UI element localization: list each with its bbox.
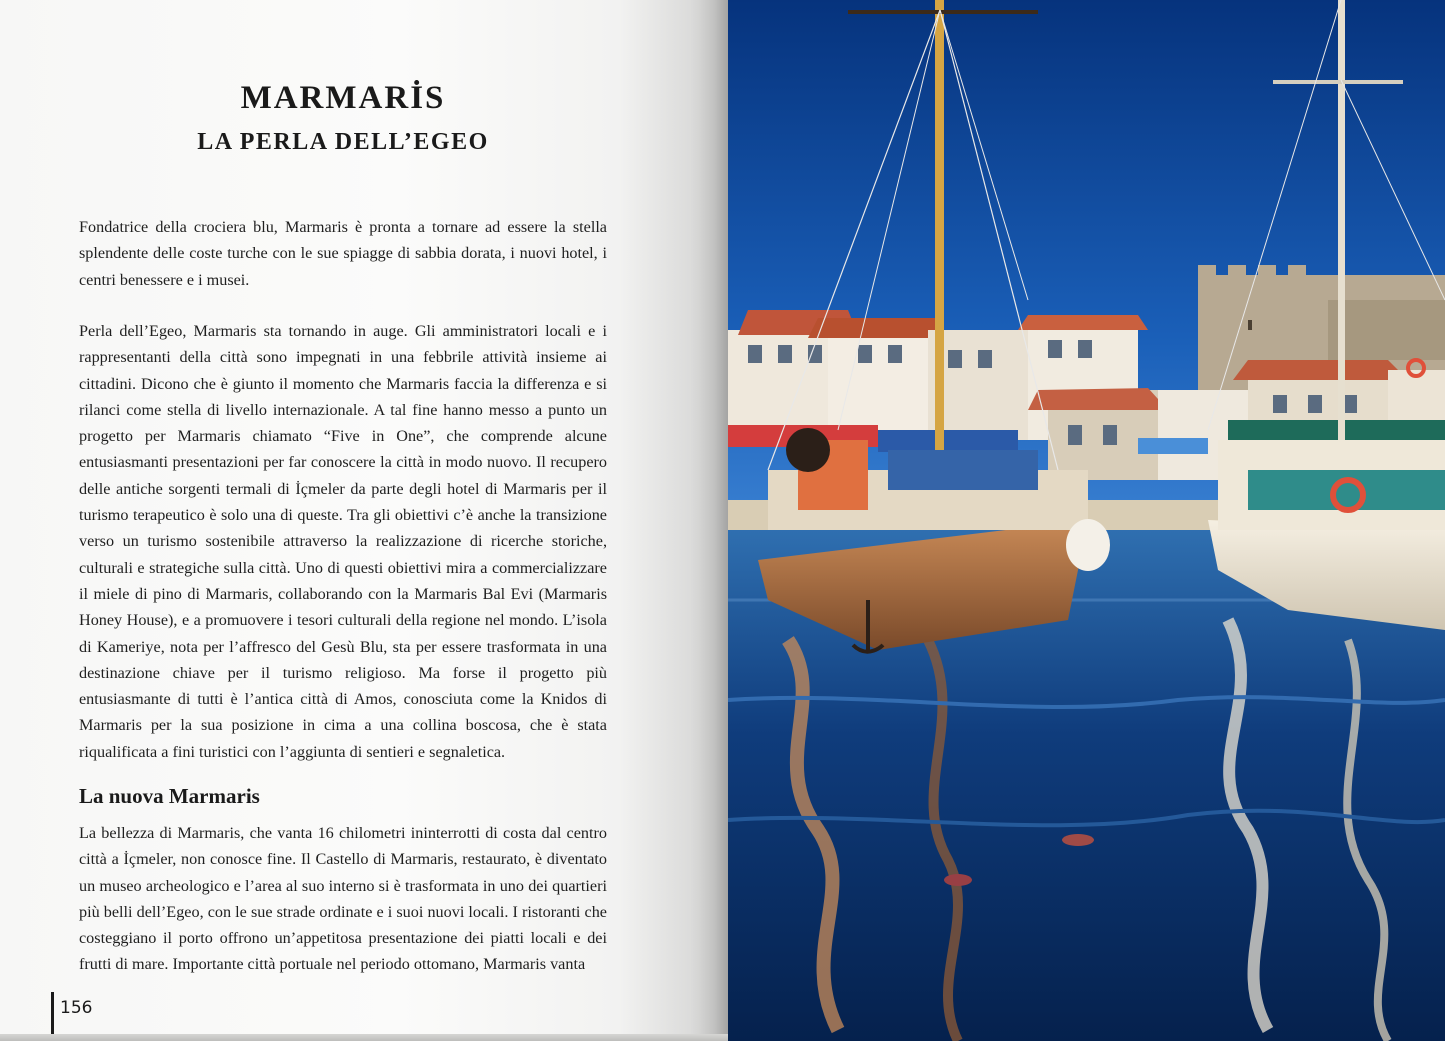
marina-sailboats-photo — [728, 0, 1445, 1041]
gutter-shadow — [690, 0, 728, 1041]
page-title: MARMARİS — [240, 80, 446, 116]
page-subtitle: LA PERLA DELL’EGEO — [197, 129, 489, 155]
body-paragraph: Perla dell’Egeo, Marmaris sta tornando in auge. Gli amministratori locali e i rappresentanti della città sono impegnati in una febbrile attività insieme ai cittadini. Dicono che è giunto il momento che Marmaris faccia la differenza e si rilanci come stella di livello internazionale. A tal fine hanno messo a punto un progetto per Marmaris chiamato “Five in One”, che comprende alcune entusiasmanti presentazioni per far conoscere la città in modo nuovo. Il recupero delle antiche sorgenti termali di İçmeler da parte degli hotel di Marmaris per il turismo terapeutico è solo una di queste. Tra gli obiettivi c’è anche la transizione verso un turismo sostenibile attraverso la realizzazione di ricerche storiche, culturali e strategiche sulla città. Uno di questi obiettivi mira a commercializzare il miele di pino di Marmaris, collaborando con la Marmaris Bal Evi (Marmaris Honey House), e a promuovere i tesori culturali della regione nel mondo. L’isola di Kameriye, nota per l’affresco del Gesù Blu, sta per essere trasformata in una destinazione chiave per il turismo religioso. Ma forse il progetto più entusiasmante di tutti è l’antica città di Amos, conosciuta come la Knidos di Marmaris per la sua posizione in cima a una collina boscosa, che è stata riqualificata a fini turistici con l’aggiunta di sentieri e segnaletica. — [79, 322, 607, 761]
page-number-rule — [51, 992, 54, 1034]
section-heading: La nuova Marmaris — [79, 784, 260, 808]
intro-paragraph: Fondatrice della crociera blu, Marmaris è pronta a tornare ad essere la stella splendente delle coste turche con le sue spiagge di sabbia dorata, i nuovi hotel, i centri benessere e i musei. — [79, 218, 607, 289]
harbor-illustration — [728, 0, 1445, 1041]
page-edge — [0, 1034, 728, 1041]
page-number: 156 — [60, 998, 93, 1018]
section-paragraph: La bellezza di Marmaris, che vanta 16 chilometri ininterrotti di costa dal centro città a İçmeler, non conosce fine. Il Castello di Marmaris, restaurato, è diventato un museo archeologico e l’area al suo interno si è trasformata in uno dei quartieri più belli dell’Egeo, con le sue strade ordinate e i suoi nuovi locali. I ristoranti che costeggiano il porto offrono un’appetitosa presentazione dei piatti locali e dei frutti di mare. Importante città portuale nel periodo ottomano, Marmaris vanta — [79, 824, 607, 974]
